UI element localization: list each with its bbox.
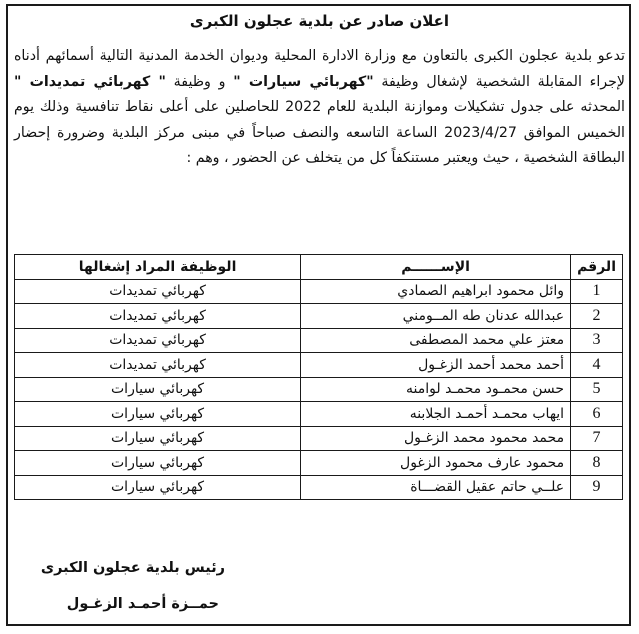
header-number: الرقم (571, 255, 623, 280)
table-row (15, 279, 623, 304)
table-row (15, 402, 623, 427)
paragraph-intro: تدعو بلدية عجلون الكبرى بالتعاون مع وزارة الادارة المحلية وديوان الخدمة المدنية التالية أسمائهم أدناه لإجراء المقابلة الشخصية لإشغال وظيفة (14, 48, 625, 90)
row-name: عبدالله عدنان طه المــومني (301, 304, 571, 329)
row-name: ايهاب محمـد أحمـد الجلابنه (301, 402, 571, 427)
table-row (15, 426, 623, 451)
row-number: 7 (571, 426, 623, 451)
paragraph-rest: المحدثه على جدول تشكيلات وموازنة البلدية للعام 2022 للحاصلين على أعلى نقاط تنافسية وذلك يوم الخميس الموافق 2023/4/27 الساعة التاسعه والنصف صباحاً في مبنى مركز البلدية وضرورة إحضار البطاقة الشخصية ، حيث ويعتبر مستنكفاً كل من يتخلف عن الحضور ، وهم : (14, 99, 625, 166)
row-number: 5 (571, 377, 623, 402)
row-name: وائل محمود ابراهيم الصمادي (301, 279, 571, 304)
row-name: محمد محمود محمد الزغـول (301, 426, 571, 451)
table-row (15, 328, 623, 353)
table-header-row (15, 255, 623, 280)
row-number: 2 (571, 304, 623, 329)
table-row (15, 451, 623, 476)
row-name: محمود عارف محمود الزغول (301, 451, 571, 476)
row-job: كهربائي تمديدات (15, 328, 301, 353)
row-name: معتز علي محمد المصطفى (301, 328, 571, 353)
row-name: حسن محمـود محمـد لوامنه (301, 377, 571, 402)
row-name: علــي حاتم عقيل القضـــاة (301, 475, 571, 500)
row-number: 3 (571, 328, 623, 353)
row-job: كهربائي تمديدات (15, 279, 301, 304)
signature-name: حمــزة أحمـد الزغـول (66, 596, 219, 612)
row-number: 1 (571, 279, 623, 304)
header-name: الإســــــم (301, 255, 571, 280)
row-job: كهربائي سيارات (15, 426, 301, 451)
signature-title: رئيس بلدية عجلون الكبرى (40, 560, 225, 576)
row-number: 4 (571, 353, 623, 378)
paragraph-and: و وظيفة (165, 73, 234, 90)
row-number: 6 (571, 402, 623, 427)
row-number: 8 (571, 451, 623, 476)
job-title-cars: "كهربائي سيارات " (233, 73, 374, 90)
row-job: كهربائي سيارات (15, 377, 301, 402)
table-row (15, 377, 623, 402)
document-title: اعلان صادر عن بلدية عجلون الكبرى (189, 12, 450, 30)
candidates-table (14, 254, 623, 500)
header-job: الوظيفة المراد إشغالها (15, 255, 301, 280)
row-number: 9 (571, 475, 623, 500)
job-title-installations: " كهربائي تمديدات " (14, 73, 166, 90)
row-job: كهربائي تمديدات (15, 304, 301, 329)
row-job: كهربائي سيارات (15, 402, 301, 427)
row-name: أحمد محمد أحمد الزغـول (301, 353, 571, 378)
row-job: كهربائي سيارات (15, 451, 301, 476)
row-job: كهربائي سيارات (15, 475, 301, 500)
table-row (15, 304, 623, 329)
row-job: كهربائي تمديدات (15, 353, 301, 378)
table-row (15, 475, 623, 500)
table-row (15, 353, 623, 378)
announcement-paragraph (14, 44, 625, 172)
